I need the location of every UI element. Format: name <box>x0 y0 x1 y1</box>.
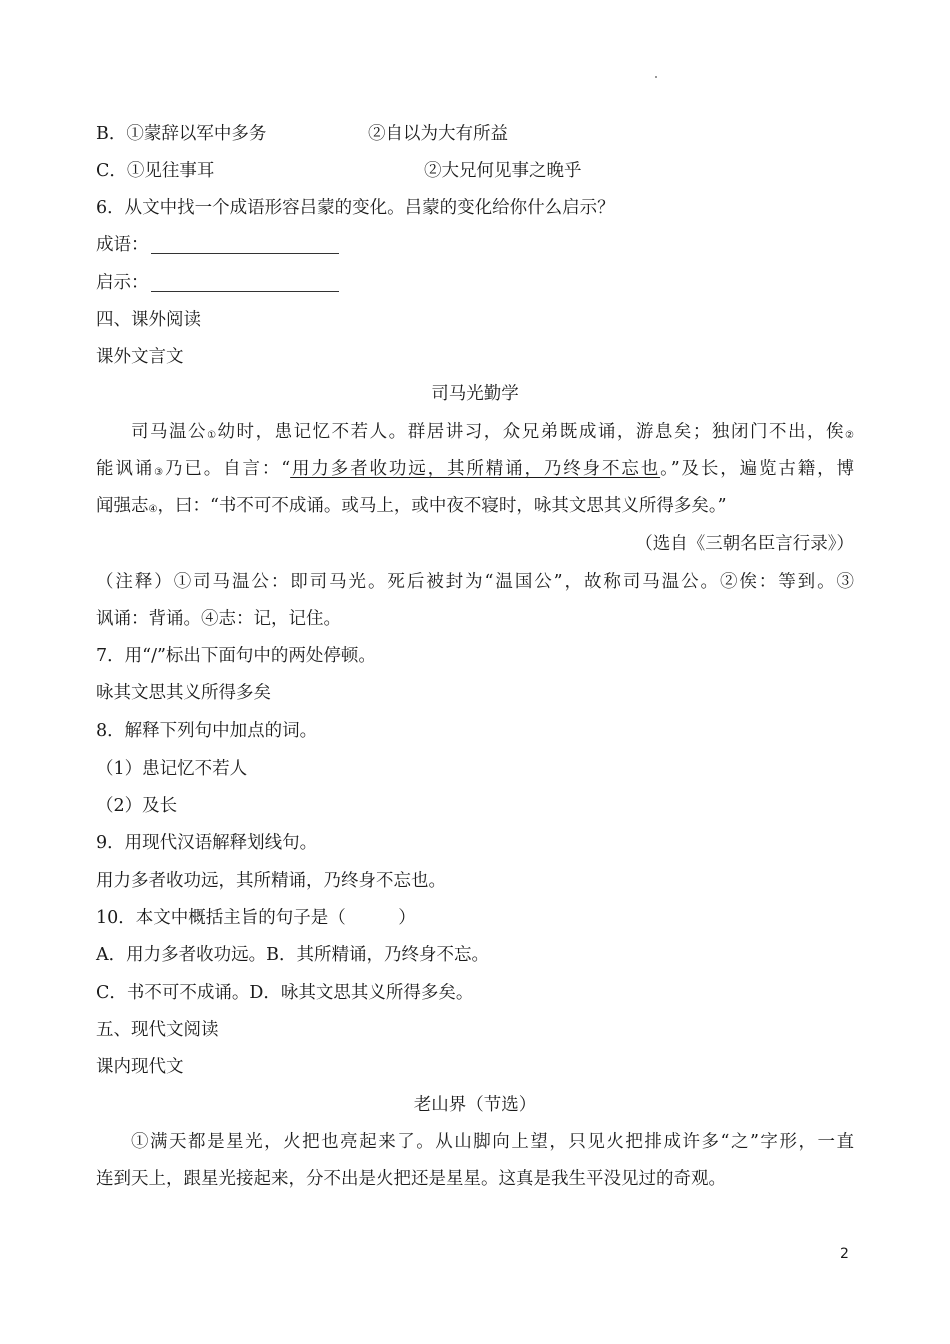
passage-line-2 <box>96 457 854 485</box>
underlined-sentence: 用力多者收功远，其所精诵，乃终身不忘也 <box>290 459 661 479</box>
q8-question: 8．解释下列句中加点的词。 <box>96 721 318 741</box>
q9-question: 9．用现代汉语解释划线句。 <box>96 833 318 853</box>
q10-question: 10．本文中概括主旨的句子是（ ） <box>96 908 416 928</box>
q6-insight-label: 启示： <box>96 273 149 293</box>
idiom-answer-blank[interactable] <box>151 235 339 254</box>
q8-item-1: （1）患记忆不若人 <box>96 759 248 779</box>
page-number: 2 <box>840 1246 849 1262</box>
section5-line-2: 连到天上，跟星光接起来，分不出是火把还是星星。这真是我生平没见过的奇观。 <box>96 1169 726 1189</box>
q7-sentence: 咏其文思其义所得多矣 <box>96 683 271 703</box>
section4-subheading: 课外文言文 <box>96 347 184 367</box>
q9-sentence: 用力多者收功远，其所精诵，乃终身不忘也。 <box>96 871 446 891</box>
passage-text: 乃已。自言：“ <box>164 459 291 479</box>
passage-source: （选自《三朝名臣言行录》） <box>635 534 854 554</box>
section5-text: ①满天都是星光，火把也亮起来了。从山脚向上望，只见火把排成许多“之”字形，一直 <box>131 1132 854 1152</box>
section4-heading: 四、课外阅读 <box>96 310 201 330</box>
q5-option-c: C．①见往事耳 <box>96 161 215 181</box>
note-marker-1: ① <box>207 430 218 441</box>
passage-text: 。”及长，遍览古籍，博 <box>660 459 855 479</box>
header-dot <box>655 76 657 78</box>
section5-subheading: 课内现代文 <box>96 1057 184 1077</box>
q6-idiom-label: 成语： <box>96 235 149 255</box>
q10-options-cd: C．书不可不成诵。D．咏其文思其义所得多矣。 <box>96 983 474 1003</box>
passage-line-1 <box>131 420 854 448</box>
note-marker-4: ④ <box>148 504 158 515</box>
passage-line-3 <box>96 494 727 522</box>
note-marker-2: ② <box>845 430 855 441</box>
q7-question: 7．用“/”标出下面句中的两处停顿。 <box>96 646 376 666</box>
passage-title: 司马光勤学 <box>431 384 519 404</box>
q10-options-ab: A．用力多者收功远。B．其所精诵，乃终身不忘。 <box>96 945 489 965</box>
section5-title: 老山界（节选） <box>413 1095 537 1115</box>
insight-answer-blank[interactable] <box>151 273 339 292</box>
q6-idiom-row <box>96 233 339 257</box>
passage-text: 能讽诵 <box>96 459 155 479</box>
passage-text: ，曰：“书不可不成诵。或马上，或中夜不寝时，咏其文思其义所得多矣。” <box>157 496 727 516</box>
section5-line-1 <box>131 1130 854 1154</box>
notes-line-2: 讽诵：背诵。④志：记，记住。 <box>96 609 341 629</box>
notes-text: （注释）①司马温公：即司马光。死后被封为“温国公”，故称司马温公。②俟：等到。③ <box>96 572 854 592</box>
notes-line-1 <box>96 570 854 594</box>
q6-question: 6．从文中找一个成语形容吕蒙的变化。吕蒙的变化给你什么启示？ <box>96 198 615 218</box>
passage-text: 闻强志 <box>96 496 149 516</box>
q6-insight-row <box>96 271 339 295</box>
section5-heading: 五、现代文阅读 <box>96 1020 219 1040</box>
note-marker-3: ③ <box>154 467 165 478</box>
q8-item-2: （2）及长 <box>96 796 178 816</box>
passage-text: 幼时，患记忆不若人。群居讲习，众兄弟既成诵，游息矣；独闭门不出，俟 <box>217 422 846 442</box>
q5-option-b: B．①蒙辞以军中多务 <box>96 124 267 144</box>
q5-option-b-2: ②自以为大有所益 <box>368 124 508 144</box>
passage-text: 司马温公 <box>131 422 208 442</box>
q5-option-c-2: ②大兄何见事之晚乎 <box>424 161 582 181</box>
